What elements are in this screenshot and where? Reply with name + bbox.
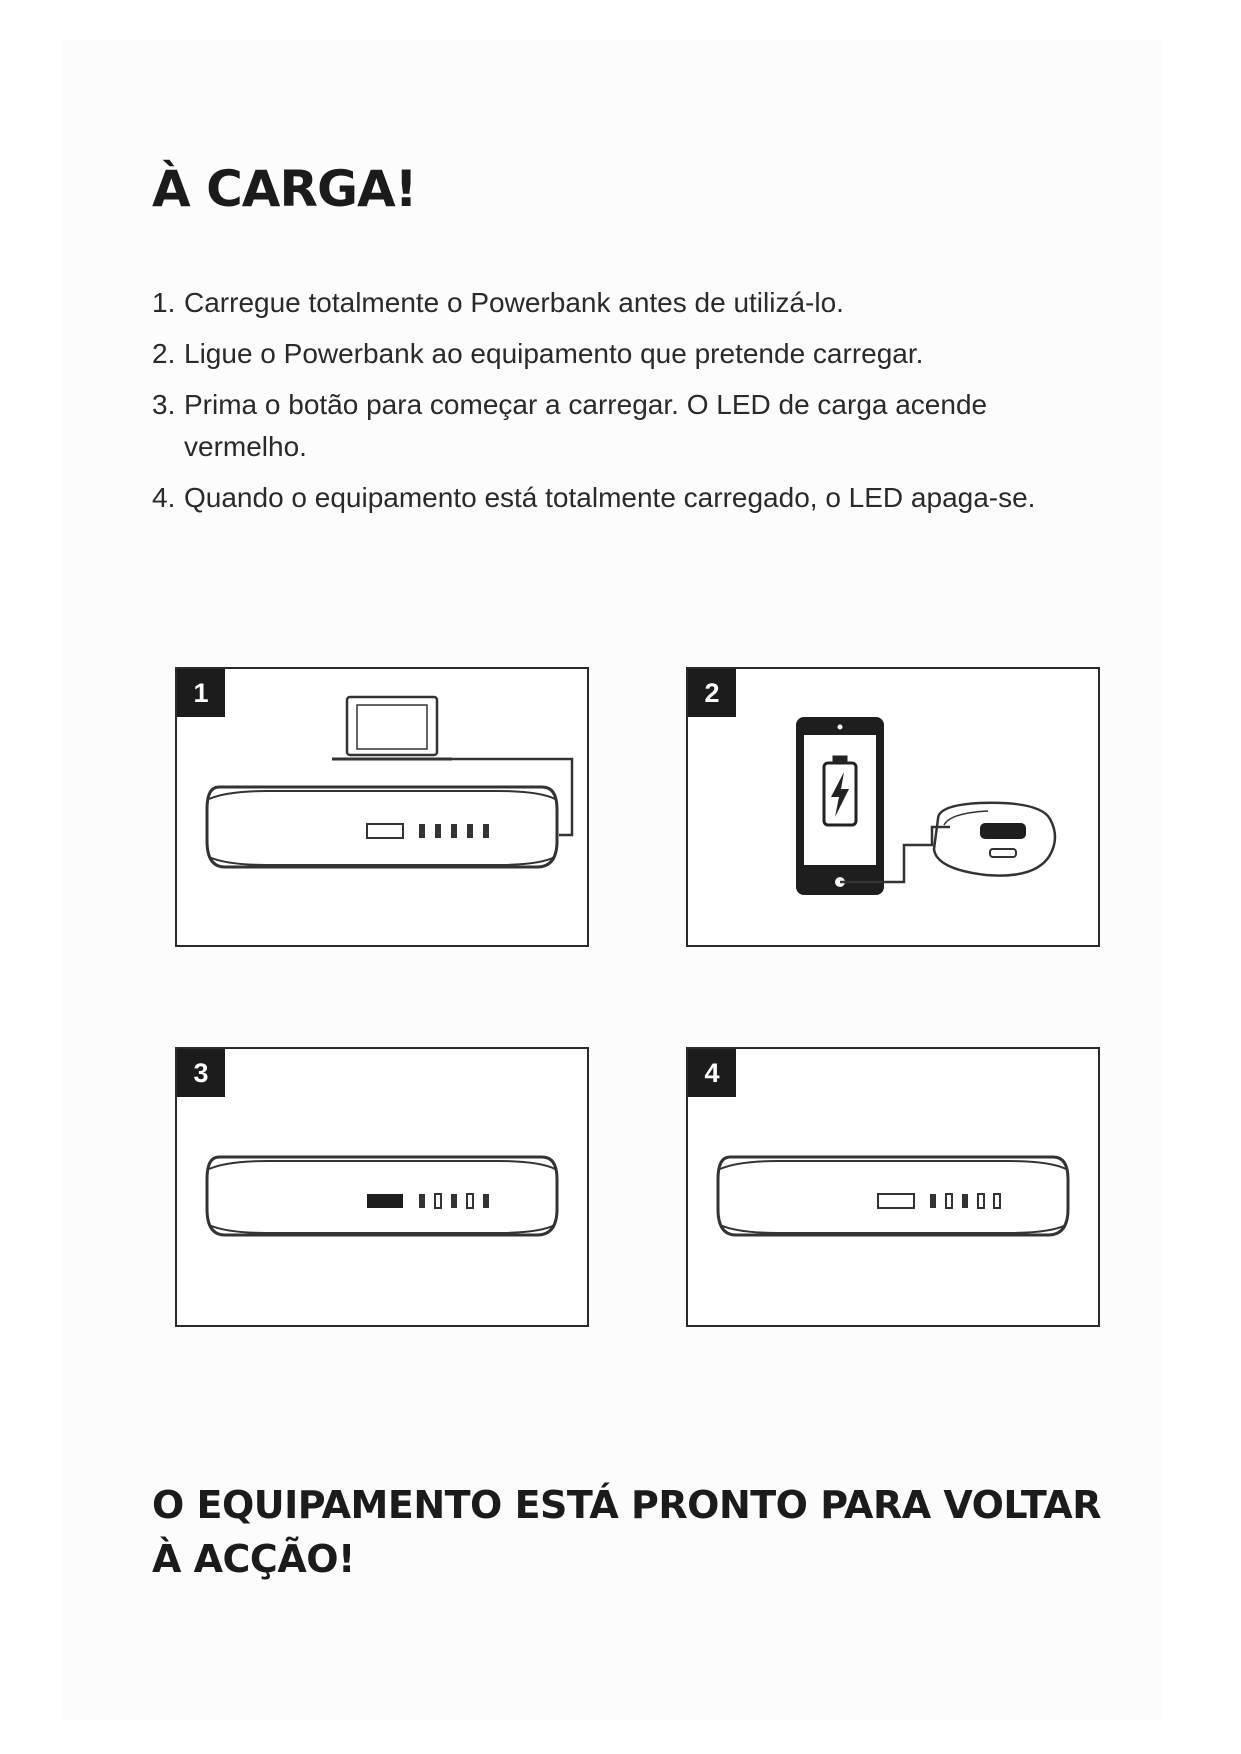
step-number: 3. [152,389,176,420]
laptop-charging-illustration [177,669,591,949]
page-title: À CARGA! [152,160,417,218]
list-item [152,384,1112,468]
step-number: 4. [152,482,176,513]
list-item [152,282,1112,324]
illustration-panel-4 [686,1047,1100,1327]
powerbank-icon [934,803,1055,876]
illustration-panel-1 [175,667,589,947]
step-number: 2. [152,338,176,369]
step-text: Carregue totalmente o Powerbank antes de utilizá-lo. [184,287,844,318]
step-text: Ligue o Powerbank ao equipamento que pretende carregar. [184,338,924,369]
powerbank-led-on-illustration [177,1049,591,1329]
phone-charging-illustration [688,669,1102,949]
illustration-panel-2 [686,667,1100,947]
list-item [152,333,1112,375]
illustration-panel-3 [175,1047,589,1327]
charging-led [367,1194,403,1208]
panel-number: 4 [688,1049,736,1097]
step-text: Quando o equipamento está totalmente carregado, o LED apaga-se. [184,482,1036,513]
powerbank-led-off-illustration [688,1049,1102,1329]
step-text: Prima o botão para começar a carregar. O LED de carga acende vermelho. [184,389,988,462]
panel-number: 3 [177,1049,225,1097]
instruction-list [152,282,1112,528]
panel-number: 1 [177,669,225,717]
closing-heading: O EQUIPAMENTO ESTÁ PRONTO PARA VOLTAR À ACÇÃO! [152,1483,1101,1581]
panel-number: 2 [688,669,736,717]
step-number: 1. [152,287,176,318]
list-item [152,477,1112,519]
charging-led [878,1194,914,1208]
